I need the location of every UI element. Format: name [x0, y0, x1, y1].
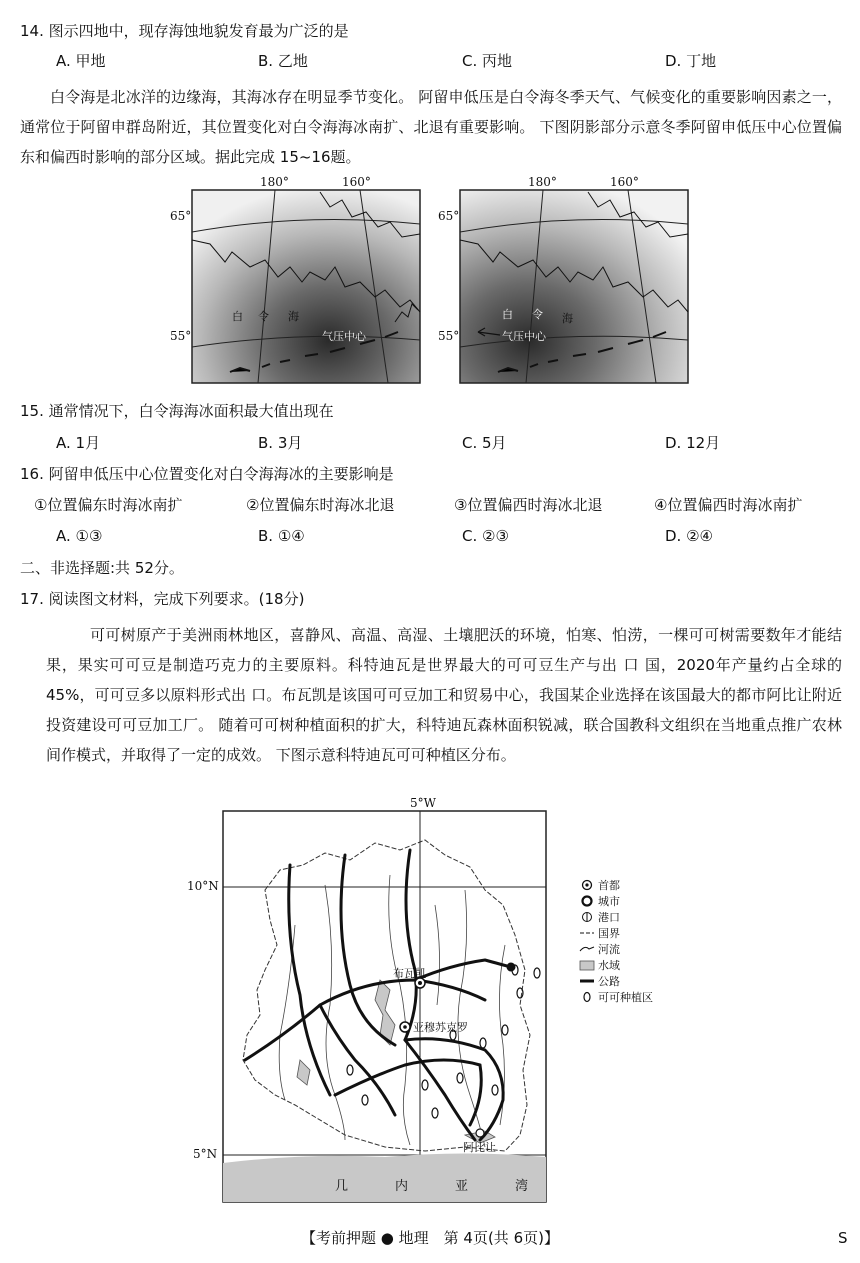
q15-option-a: A. 1月	[56, 434, 101, 452]
sea-char-1-right: 白	[502, 308, 513, 321]
gulf-char-1: 几	[335, 1179, 349, 1194]
q14-option-b: B. 乙地	[258, 52, 308, 70]
map-panel-east	[192, 190, 420, 383]
lat-label-10n: 10°N	[187, 879, 219, 893]
q16-statement-2: ②位置偏东时海冰北退	[246, 496, 395, 514]
q14-option-c: C. 丙地	[462, 52, 513, 70]
gulf-char-3: 亚	[455, 1179, 469, 1194]
q16-statement-3: ③位置偏西时海冰北退	[454, 496, 603, 514]
section-2-heading: 二、非选择题:共 52分。	[20, 559, 184, 577]
q17-passage: 可可树原产于美洲雨林地区，喜静风、高温、高湿、土壤肥沃的环境，怕寒、怕涝，一棵可可树需要数年才能结果，果实可可豆是制造巧克力的主要原料。科特迪瓦是世界最大的可可豆生产与出 口 国，2020年产量约占全球的 45%，可可豆多以原料形式出 口。布瓦凯是该国可可豆加工和贸易中心，我国某企业选择在该国最大的都市阿比让附近投资建设可可豆加工厂。 随着可可树种植面积的扩大，科特迪瓦森林面积锐减，联合国教科文组织在当地重点推广农林间作模式，并取得了一定的成效。 下图示意科特迪瓦可可种植区分布。	[46, 626, 842, 764]
passage-bering: 白令海是北冰洋的边缘海，其海冰存在明显季节变化。 阿留申低压是白令海冬季天气、气候变化的重要影响因素之一，通常位于阿留申群岛附近，其位置变化对白令海海冰南扩、北退有重要影响。 下图阴影部分示意冬季阿留申低压中心位置偏东和偏西时影响的部分区域。据此完成 15~16题。	[20, 88, 842, 166]
q16-statement-1: ①位置偏东时海冰南扩	[34, 496, 183, 514]
q16-option-b: B. ①④	[258, 527, 305, 545]
legend-port: 港口	[598, 911, 620, 924]
gulf-char-2: 内	[395, 1179, 409, 1194]
city-label-bouake: 布瓦凯	[393, 967, 426, 980]
sea-char-3-left: 海	[288, 310, 299, 323]
sea-char-1-left: 白	[232, 310, 243, 323]
map-legend	[580, 878, 653, 1004]
legend-road: 公路	[598, 975, 620, 988]
cote-divoire-map-figure	[185, 795, 670, 1210]
legend-capital: 首都	[598, 879, 620, 892]
bering-map-figure	[170, 172, 695, 387]
sea-char-3-right: 海	[562, 312, 573, 325]
q15-stem: 15. 通常情况下，白令海海冰面积最大值出现在	[20, 402, 334, 420]
legend-border: 国界	[598, 927, 620, 940]
q17-stem: 17. 阅读图文材料，完成下列要求。(18分)	[20, 590, 305, 608]
q16-option-a: A. ①③	[56, 527, 103, 545]
lat-label-65-left: 65°	[170, 209, 192, 223]
lat-label-65-right: 65°	[438, 209, 460, 223]
lon-label-180-right: 180°	[528, 175, 557, 189]
q16-statement-4: ④位置偏西时海冰南扩	[654, 496, 803, 514]
legend-city: 城市	[598, 895, 620, 908]
q15-option-b: B. 3月	[258, 434, 303, 452]
lon-label-180-left: 180°	[260, 175, 289, 189]
pressure-center-label-right: 气压中心	[502, 330, 546, 343]
page-footer-mark: S	[838, 1229, 848, 1247]
city-label-abidjan: 阿比让	[463, 1141, 496, 1154]
lon-label-160-left: 160°	[342, 175, 371, 189]
pressure-center-label-left: 气压中心	[322, 330, 366, 343]
q16-option-c: C. ②③	[462, 527, 509, 545]
gulf-char-4: 湾	[515, 1179, 529, 1194]
port-abidjan-marker	[476, 1129, 484, 1137]
page-footer: 【考前押题 ● 地理 第 4页(共 6页)】	[301, 1229, 559, 1247]
q14-stem: 14. 图示四地中，现存海蚀地貌发育最为广泛的是	[20, 22, 349, 40]
lat-label-55-right: 55°	[438, 329, 460, 343]
lon-label-5w: 5°W	[410, 796, 436, 810]
q16-option-d: D. ②④	[665, 527, 713, 545]
lat-label-5n: 5°N	[193, 1147, 218, 1161]
legend-river: 河流	[598, 943, 620, 956]
legend-water: 水域	[598, 959, 620, 972]
city-label-capital: 亚穆苏克罗	[413, 1021, 468, 1034]
q14-option-a: A. 甲地	[56, 52, 106, 70]
q15-option-c: C. 5月	[462, 434, 507, 452]
sea-char-2-left: 令	[258, 310, 269, 323]
q15-option-d: D. 12月	[665, 434, 721, 452]
q16-stem: 16. 阿留申低压中心位置变化对白令海海冰的主要影响是	[20, 465, 394, 483]
gulf-water	[223, 1154, 546, 1203]
lat-label-55-left: 55°	[170, 329, 192, 343]
q14-option-d: D. 丁地	[665, 52, 717, 70]
sea-char-2-right: 令	[532, 308, 543, 321]
legend-cocoa: 可可种植区	[598, 991, 653, 1004]
lon-label-160-right: 160°	[610, 175, 639, 189]
map-panel-west	[460, 190, 688, 383]
city-east-marker	[507, 963, 515, 971]
